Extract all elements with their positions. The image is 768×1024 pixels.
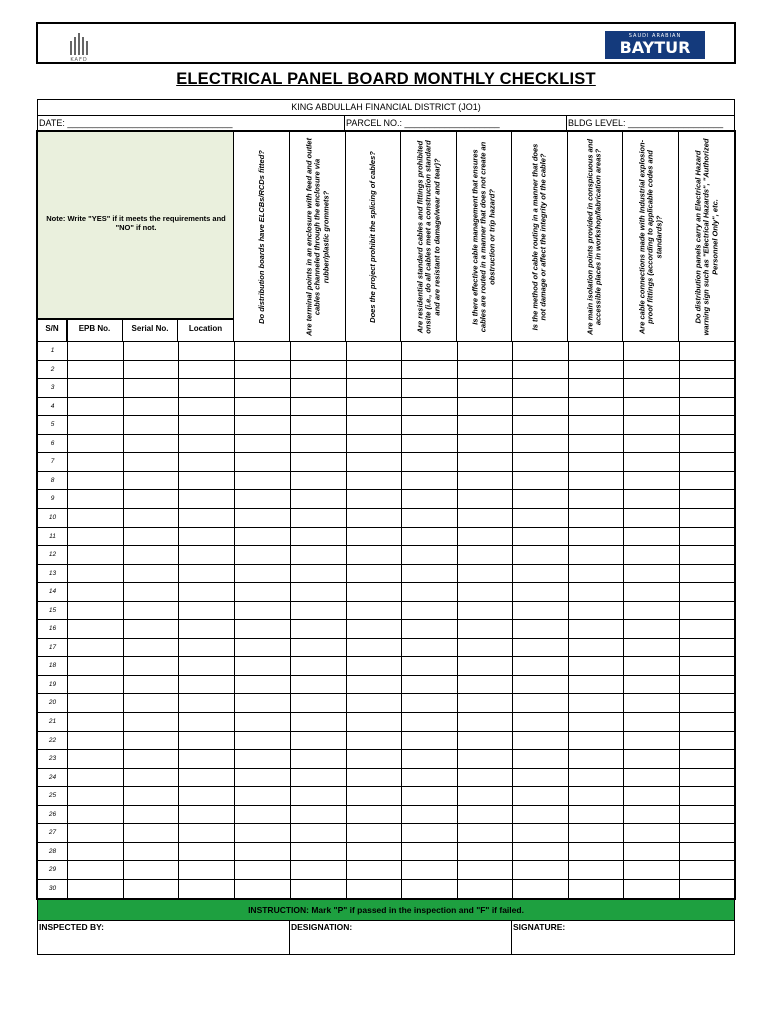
table-row — [38, 452, 734, 471]
row-number: 13 — [48, 569, 57, 577]
baytur-logo-small: SAUDI ARABIAN — [628, 33, 682, 39]
col-header-sn: S/N — [38, 319, 67, 341]
row-number: 7 — [50, 458, 55, 466]
grid-line — [123, 341, 124, 899]
question-text: Do distribution boards have ELCBs/RCDs fitted? — [256, 149, 266, 324]
question-text: Are terminal points in an enclosure with feed and outlet cables channeled through the enclosure via rubber/plastic grommets? — [303, 137, 330, 336]
table-row — [38, 768, 734, 787]
question-col-2 — [290, 132, 346, 341]
grid-line — [401, 341, 402, 899]
table-row — [38, 434, 734, 453]
signature-field[interactable]: SIGNATURE: — [513, 922, 566, 932]
table-row — [38, 675, 734, 694]
grid-line — [290, 341, 291, 899]
grid-line — [67, 319, 68, 341]
date-field[interactable]: DATE: _________________________________ — [38, 116, 345, 130]
table-row — [38, 489, 734, 508]
grid-line — [346, 341, 347, 899]
col-header-epb: EPB No. — [67, 319, 123, 341]
grid-line — [234, 341, 235, 899]
instruction-bar: INSTRUCTION: Mark "P" if passed in the inspection and "F" if failed. — [37, 899, 735, 921]
grid-line — [623, 341, 624, 899]
logo-bar — [78, 33, 80, 55]
table-row — [38, 601, 734, 620]
logo-bar — [86, 41, 88, 55]
table-row — [38, 731, 734, 750]
row-number: 26 — [48, 810, 57, 818]
question-col-8 — [623, 132, 679, 341]
question-text: Is there effective cable management that ensures cables are routed in a manner that does not create an obstruction or trip hazard? — [470, 141, 497, 332]
row-number: 20 — [48, 699, 57, 707]
inspected-by-field[interactable]: INSPECTED BY: — [38, 921, 290, 954]
table-row — [38, 693, 734, 712]
row-number: 24 — [48, 773, 57, 781]
grid-line — [178, 341, 179, 899]
grid-line — [568, 341, 569, 899]
table-row — [38, 397, 734, 416]
header-box — [36, 22, 736, 64]
question-col-5 — [457, 132, 512, 341]
row-number: 3 — [50, 384, 55, 392]
row-number: 1 — [50, 347, 55, 354]
grid-line — [679, 341, 680, 899]
row-number: 22 — [48, 736, 57, 744]
row-number: 21 — [48, 718, 57, 725]
row-number: 19 — [48, 680, 57, 688]
row-number: 12 — [48, 551, 57, 559]
logo-bar — [82, 37, 84, 55]
row-number: 23 — [48, 755, 57, 763]
table-row — [38, 842, 734, 861]
row-number: 17 — [48, 643, 57, 651]
grid-line — [512, 341, 513, 899]
row-number: 2 — [50, 365, 55, 373]
signoff-row — [37, 921, 735, 955]
row-number: 6 — [50, 439, 55, 447]
table-row — [38, 378, 734, 397]
question-text: Are cable connections made with Industrial explosion-proof fittings (according to applicable codes and standards)? — [636, 139, 663, 334]
table-row — [38, 712, 734, 731]
row-number: 11 — [49, 532, 56, 540]
bldg-level-field[interactable]: BLDG LEVEL: ___________________ — [568, 118, 724, 128]
question-col-9 — [679, 132, 734, 341]
row-number: 28 — [48, 847, 57, 855]
logo-bar — [74, 37, 76, 55]
grid-line — [457, 341, 458, 899]
row-number: 30 — [48, 884, 57, 892]
table-row — [38, 415, 734, 434]
table-row — [38, 786, 734, 805]
row-number: 10 — [48, 513, 57, 521]
table-row — [38, 805, 734, 824]
table-row — [38, 638, 734, 657]
district-row: KING ABDULLAH FINANCIAL DISTRICT (JO1) — [37, 99, 735, 116]
kafd-logo — [66, 29, 92, 63]
row-number: 8 — [50, 476, 55, 484]
table-row — [38, 619, 734, 638]
question-col-3 — [346, 132, 401, 341]
question-col-6 — [512, 132, 568, 341]
row-number: 27 — [48, 829, 57, 837]
question-text: Does the project prohibit the splicing of cables? — [367, 150, 377, 323]
logo-bar — [70, 41, 72, 55]
baytur-logo — [605, 31, 705, 59]
table-row — [38, 582, 734, 601]
question-col-1 — [234, 132, 290, 341]
table-row — [38, 471, 734, 490]
row-number: 5 — [50, 421, 55, 429]
row-number: 9 — [50, 495, 55, 503]
info-row — [37, 116, 735, 131]
row-number: 29 — [48, 866, 57, 874]
table-row — [38, 749, 734, 768]
table-row — [38, 860, 734, 879]
designation-field[interactable]: DESIGNATION: — [290, 921, 512, 954]
kafd-logo-text: KAFD — [70, 57, 88, 63]
grid-line — [67, 341, 68, 899]
question-text: Do distribution panels carry an Electrical Hazard warning sign such as "Electrical Hazards", "Authorized Personnel Only", etc. — [692, 138, 719, 335]
table-row — [38, 545, 734, 564]
table-row — [38, 527, 734, 546]
table-row — [38, 564, 734, 583]
row-number: 25 — [48, 792, 57, 800]
row-number: 16 — [48, 625, 57, 633]
row-number: 4 — [50, 402, 55, 410]
table-row — [38, 341, 734, 360]
col-header-location: Location — [178, 319, 234, 341]
col-header-serial: Serial No. — [123, 319, 178, 341]
question-col-7 — [568, 132, 623, 341]
table-row — [38, 823, 734, 842]
table-row — [38, 508, 734, 527]
grid-line — [38, 319, 234, 320]
question-text: Is the method of cable routing in a manner that does not damage or affect the integrity of the cable? — [530, 143, 548, 330]
row-number: 14 — [48, 588, 57, 596]
page-title: ELECTRICAL PANEL BOARD MONTHLY CHECKLIST — [176, 70, 596, 88]
parcel-field[interactable]: PARCEL NO.: ___________________ — [345, 116, 567, 130]
table-row — [38, 879, 734, 898]
table-row — [38, 656, 734, 675]
question-text: Are main isolation points provided in conspicuous and accessible places in workshop/fabrication areas? — [585, 138, 603, 335]
row-number: 15 — [48, 606, 57, 614]
baytur-logo-big: BAYTUR — [619, 38, 691, 57]
table-row — [38, 360, 734, 379]
question-text: Are residential standard cables and fittings prohibited onsite (i.e., do all cables meet a construction standard and are resistant to damage/wear and tear)? — [414, 139, 441, 334]
note-box — [38, 132, 234, 319]
note-text: Note: Write "YES" if it meets the requirements and "NO" if not. — [46, 214, 226, 232]
row-number: 18 — [48, 662, 57, 670]
question-col-4 — [401, 132, 457, 341]
